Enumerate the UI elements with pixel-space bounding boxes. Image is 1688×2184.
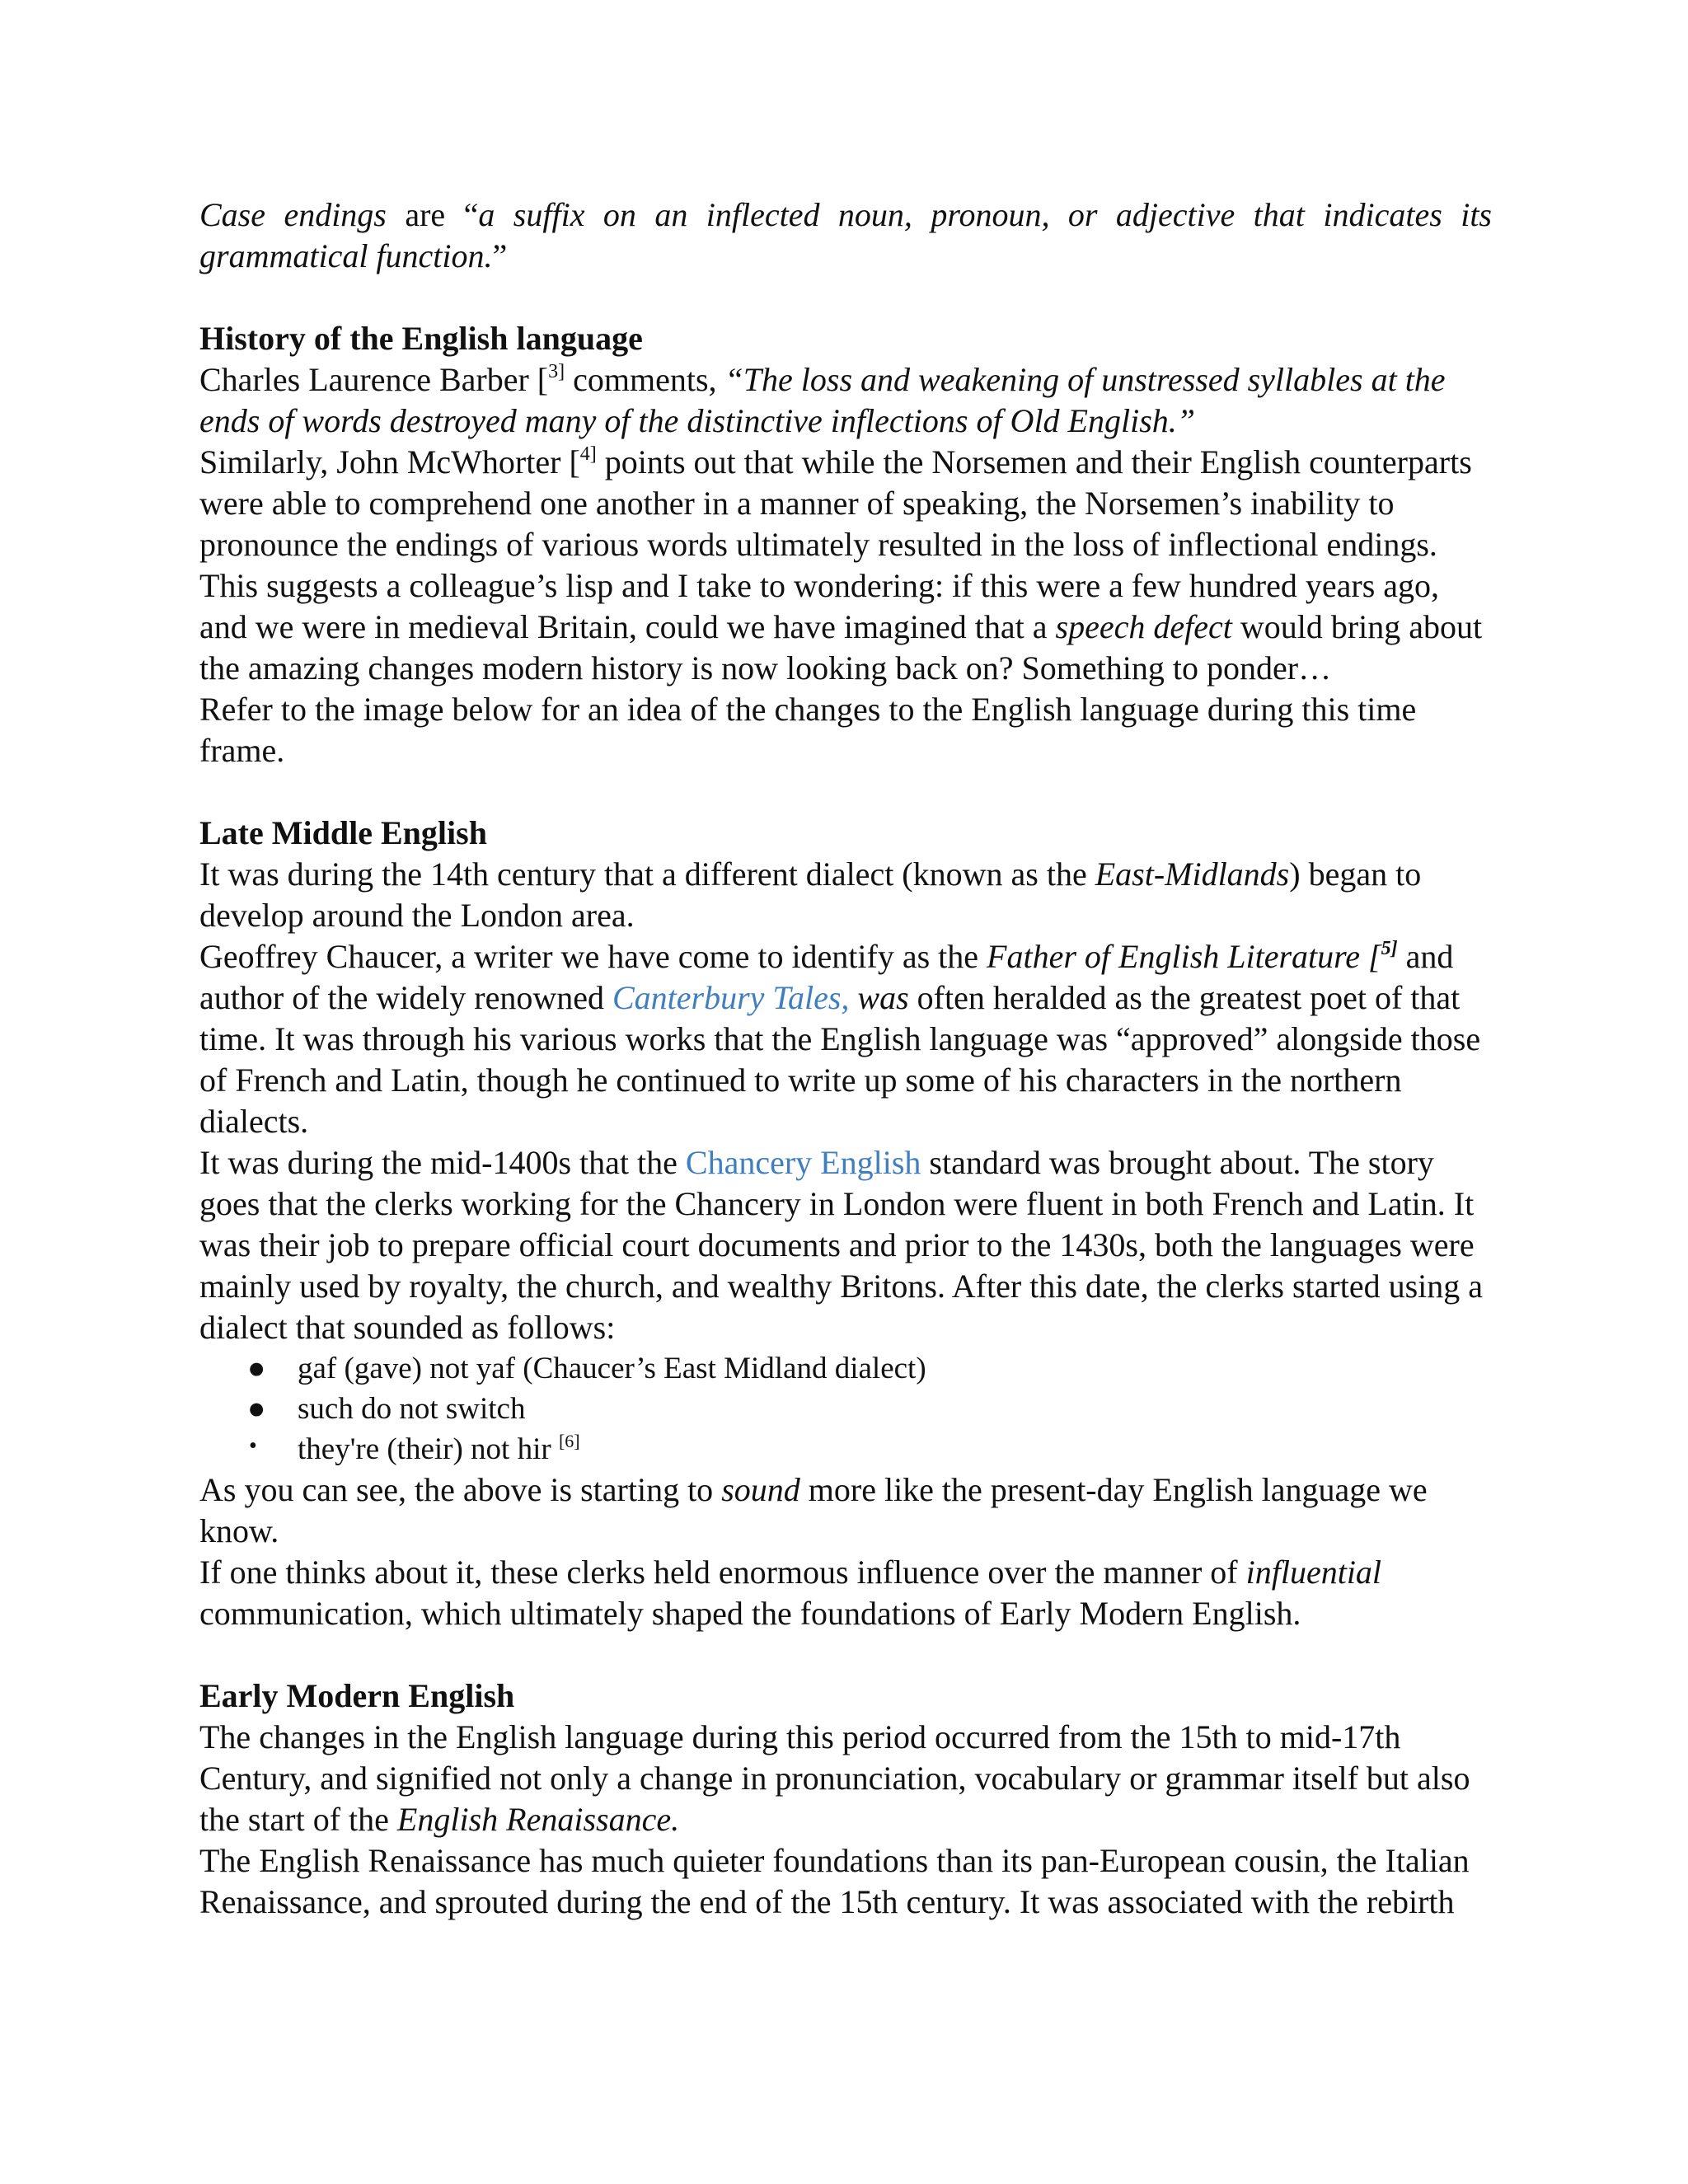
- p3-rest: standard was brought about. The story goes that the clerks working for the Chancery in London were fluent in both French and Latin. It was their job to prepare official court documents and prior to the 1430s, both the languages were mainly used by royalty, the church, and wealthy Britons. After this date, the clerks started using a dialect that sounded as follows:: [199, 1144, 1484, 1346]
- p4-rest: more like the present-day English language we know.: [199, 1471, 1428, 1549]
- spacer: [199, 771, 1492, 813]
- list-item: [199, 1389, 1492, 1429]
- paragraph-refer: Refer to the image below for an idea of the changes to the English language during this time frame.: [199, 691, 1417, 769]
- link-canterbury-tales[interactable]: Canterbury Tales,: [612, 979, 850, 1016]
- mcwhorter-lead: Similarly, John McWhorter [: [199, 443, 580, 480]
- p5-rest: communication, which ultimately shaped the foundations of Early Modern English.: [199, 1595, 1301, 1632]
- em-p1-lead: The changes in the English language during this period occurred from the 15th to mid-17th Century, and signified not only a change in pronunciation, vocabulary or grammar itself but also the start of the: [199, 1718, 1470, 1838]
- paragraph-mcwhorter: [199, 442, 1492, 565]
- barber-lead: Charles Laurence Barber [: [199, 361, 549, 398]
- spacer: [199, 1634, 1492, 1675]
- document-page: [199, 194, 1492, 1923]
- paragraph-barber: [199, 359, 1492, 442]
- list-item-text: they're (their) not hir: [298, 1432, 559, 1466]
- term-case-endings: Case endings: [199, 196, 387, 233]
- definition-close-quote: ”: [492, 237, 508, 274]
- footnote-ref-6[interactable]: [6]: [558, 1431, 580, 1451]
- case-endings-definition: [199, 194, 1492, 277]
- lisp-emphasis: speech defect: [1055, 608, 1232, 645]
- p5-lead: If one thinks about it, these clerks held enormous influence over the manner of: [199, 1554, 1246, 1591]
- p2-lead: Geoffrey Chaucer, a writer we have come to identify as the: [199, 938, 987, 975]
- list-item-text: gaf (gave) not yaf (Chaucer’s East Midland dialect): [298, 1352, 926, 1385]
- list-item: [199, 1429, 1492, 1469]
- p2-rest: often heralded as the greatest poet of that time. It was through his various works that the English language was “approved” alongside those of French and Latin, though he continued to write up some of his characters in the northern dialects.: [199, 979, 1481, 1140]
- p4-emphasis: sound: [721, 1471, 800, 1508]
- footnote-ref-4[interactable]: 4]: [579, 443, 597, 465]
- paragraph-chancery: [199, 1142, 1492, 1348]
- footnote-ref-3[interactable]: 3]: [548, 361, 565, 382]
- bullet-icon: ●: [247, 1392, 266, 1426]
- p4-lead: As you can see, the above is starting to: [199, 1471, 722, 1508]
- paragraph-period-changes: [199, 1717, 1492, 1840]
- em-p1-emphasis: English Renaissance.: [396, 1801, 680, 1838]
- paragraph-clerks-influence: [199, 1552, 1492, 1634]
- p1-rest: ) began to develop around the London area.: [199, 855, 1422, 934]
- link-chancery-english[interactable]: Chancery English: [685, 1144, 921, 1181]
- bullet-icon: ●: [247, 1352, 266, 1385]
- barber-mid: comments,: [565, 361, 725, 398]
- heading-late-middle-english: Late Middle English: [199, 814, 487, 851]
- list-item-text: such do not switch: [298, 1392, 526, 1426]
- paragraph-sound: [199, 1469, 1492, 1552]
- heading-history: History of the English language: [199, 320, 643, 357]
- definition-connector: are “: [386, 196, 479, 233]
- list-item: [199, 1348, 1492, 1389]
- mcwhorter-rest: points out that while the Norsemen and their English counterparts were able to comprehend one another in a manner of speaking, the Norsemen’s inability to pronounce the endings of various words ultimately resulted in the loss of inflectional endings.: [199, 443, 1472, 563]
- p2-mid: and author of the widely renowned: [199, 938, 1454, 1016]
- paragraph-east-midlands: [199, 854, 1492, 936]
- lisp-lead: This suggests a colleague’s lisp and I take to wondering: if this were a few hundred years ago, and we were in medieval Britain, could we have imagined that a: [199, 567, 1440, 645]
- p2-emphasis: Father of English Literature [: [987, 938, 1381, 975]
- bullet-icon: •: [249, 1433, 257, 1459]
- p2-was: was: [849, 979, 909, 1016]
- paragraph-renaissance: The English Renaissance has much quieter foundations than its pan-European cousin, the Italian Renaissance, and sprouted during the end of the 15th century. It was associated with the rebirth: [199, 1842, 1470, 1920]
- p3-lead: It was during the mid-1400s that the: [199, 1144, 686, 1181]
- paragraph-lisp: [199, 565, 1492, 689]
- spacer: [199, 277, 1492, 318]
- p1-emphasis: East-Midlands: [1095, 855, 1290, 893]
- paragraph-chaucer: [199, 936, 1492, 1142]
- dialect-examples-list: [199, 1348, 1492, 1469]
- p5-emphasis: influential: [1245, 1554, 1382, 1591]
- heading-early-modern-english: Early Modern English: [199, 1677, 515, 1714]
- definition-text: a suffix on an inflected noun, pronoun, or adjective that indicates its grammatical function.: [199, 196, 1492, 274]
- barber-quote: “The loss and weakening of unstressed syllables at the ends of words destroyed many of the distinctive inflections of Old English.”: [199, 361, 1446, 439]
- lisp-rest: would bring about the amazing changes modern history is now looking back on? Something to ponder…: [199, 608, 1483, 687]
- footnote-ref-5[interactable]: 5]: [1381, 938, 1398, 959]
- p1-lead: It was during the 14th century that a different dialect (known as the: [199, 855, 1095, 893]
